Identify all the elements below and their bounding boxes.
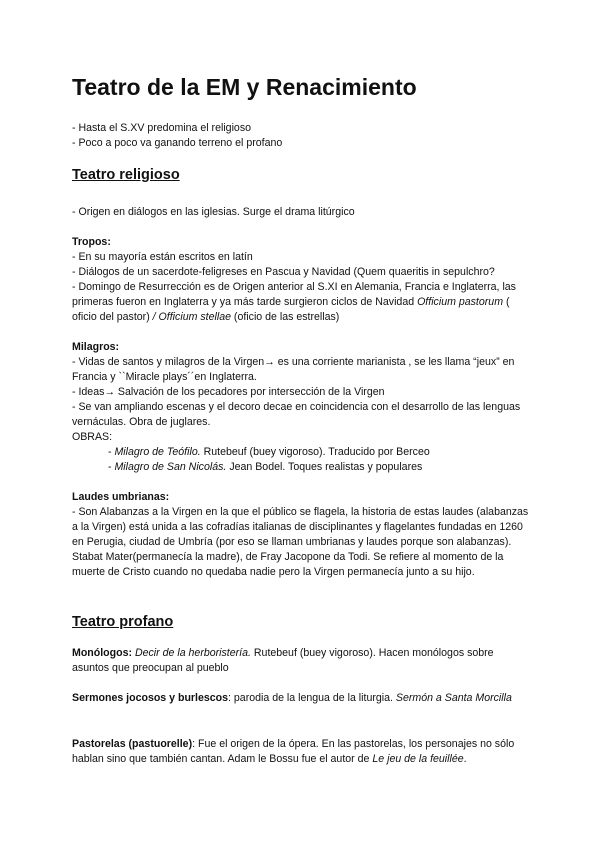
laudes-heading: Laudes umbrianas: xyxy=(72,491,170,503)
monologos-label: Monólogos: xyxy=(72,647,133,659)
obra-1 xyxy=(72,445,532,460)
sermones-rest: : parodia de la lengua de la liturgia. xyxy=(228,692,396,704)
pastorelas-block xyxy=(72,737,532,767)
heading-teatro-profano: Teatro profano xyxy=(72,614,174,630)
milagros-heading: Milagros: xyxy=(72,341,120,353)
pastorelas-title: Le jeu de la feuillée xyxy=(372,753,464,765)
intro-line-2: - Poco a poco va ganando terreno el profano xyxy=(72,137,283,149)
milagros-section xyxy=(72,340,532,475)
obra-2-title: Milagro de San Nicolás. xyxy=(114,461,227,473)
monologos-para xyxy=(72,646,532,676)
obra-1-title: Milagro de Teófilo. xyxy=(114,446,201,458)
laudes-text: - Son Alabanzas a la Virgen en la que el público se flagela, la historia de estas laudes (alabanzas a la Virgen) está unida a las cofradías italianas de disciplinantes y flagelantes fundadas en 1260 en Perugia, ciudad de Umbría (por eso se llaman umbrianas y laudes porque son alabanzas). Stabat Mater(permanecía la madre), de Fray Jacopone da Todi. Se refiere al momento de la muerte de Cristo cuando no quedaba nadie pero la Virgen permanecía junto a su hijo. xyxy=(72,506,529,578)
laudes-section xyxy=(72,490,532,580)
officium-pastorum: Officium pastorum xyxy=(417,296,504,308)
milagros-line-3: - Se van ampliando escenas y el decoro decae en coincidencia con el desarrollo de las lenguas vernáculas. Obra de juglares. xyxy=(72,401,521,428)
sermones-label: Sermones jocosos y burlescos xyxy=(72,692,229,704)
obra-2-desc: Jean Bodel. Toques realistas y populares xyxy=(226,461,423,473)
tropos-line-3-mid: ( oficio del pastor) xyxy=(72,296,510,323)
pastorelas-para xyxy=(72,737,532,767)
tropos-line-3-text: - Domingo de Resurrección es de Origen anterior al S.XI en Alemania, Francia e Inglaterra, las primeras fueron en Inglaterra y ya más tarde surgieron ciclos de Navidad xyxy=(72,281,516,308)
sermones-title: Sermón a Santa Morcilla xyxy=(395,692,512,704)
pastorelas-rest: : Fue el origen de la ópera. En las pastorelas, los personajes no sólo hablan sino que también cantan. Adam le Bossu fue el autor de xyxy=(72,738,515,765)
tropos-line-3 xyxy=(72,280,532,325)
tropos-section xyxy=(72,235,532,325)
heading-teatro-religioso: Teatro religioso xyxy=(72,167,180,183)
milagros-line-2: - Ideas→ Salvación de los pecadores por intersección de la Virgen xyxy=(72,386,385,398)
tropos-line-1: - En su mayoría están escritos en latín xyxy=(72,251,253,263)
obra-2-bullet: - xyxy=(108,461,115,473)
tropos-line-2: - Diálogos de un sacerdote-feligreses en Pascua y Navidad (Quem quaeritis in sepulchro? xyxy=(72,266,495,278)
sermones-para xyxy=(72,691,532,706)
intro-block xyxy=(72,121,532,151)
pastorelas-label: Pastorelas (pastuorelle) xyxy=(72,738,193,750)
origen-block xyxy=(72,205,532,220)
obra-2 xyxy=(72,460,532,475)
milagros-line-1: - Vidas de santos y milagros de la Virgen→ es una corriente marianista , se les llama “jeux” en Francia y ``Miracle plays´´en Inglaterra. xyxy=(72,356,515,383)
obra-1-bullet: - xyxy=(108,446,115,458)
origen-line: - Origen en diálogos en las iglesias. Surge el drama litúrgico xyxy=(72,206,355,218)
intro-line-1: - Hasta el S.XV predomina el religioso xyxy=(72,122,252,134)
tropos-line-3-end: (oficio de las estrellas) xyxy=(230,311,340,323)
monologos-block xyxy=(72,646,532,676)
obras-label: OBRAS: xyxy=(72,431,113,443)
page-title: Teatro de la EM y Renacimiento xyxy=(72,74,417,100)
monologos-title: Decir de la herboristería. xyxy=(132,647,251,659)
pastorelas-end: . xyxy=(463,753,467,765)
sermones-block xyxy=(72,691,532,706)
monologos-rest: Rutebeuf (buey vigoroso). Hacen monólogos sobre asuntos que preocupan al pueblo xyxy=(72,647,494,674)
tropos-heading: Tropos: xyxy=(72,236,111,248)
officium-stellae: / Officium stellae xyxy=(152,311,231,323)
obra-1-desc: Rutebeuf (buey vigoroso). Traducido por Berceo xyxy=(200,446,430,458)
